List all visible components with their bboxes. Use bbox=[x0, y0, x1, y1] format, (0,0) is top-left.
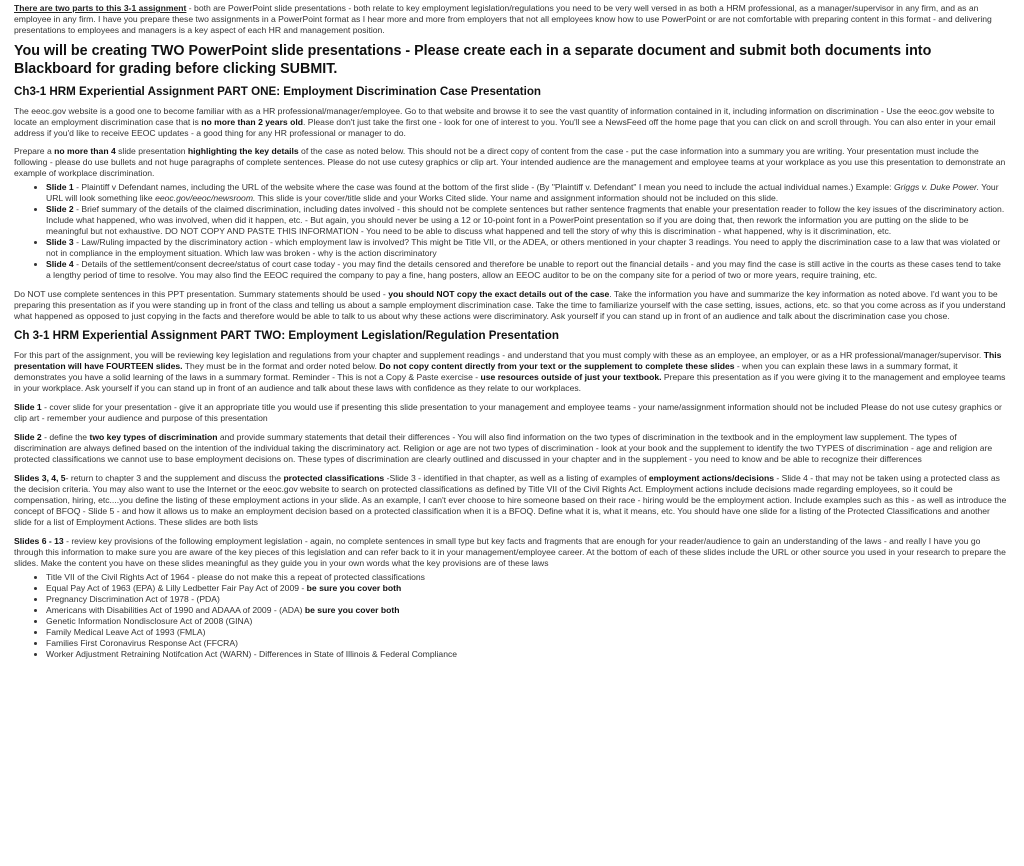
text: . Please don't just take the first one - look for one of interest to you. You'll see a NewsFeed off the home page that you can click on and scroll through. You can also enter in your email address if you'd like to receive EEOC updates - a good thing for any HR professional or manager to do. bbox=[14, 117, 996, 138]
part-one-heading: Ch3-1 HRM Experiential Assignment PART ONE: Employment Discrimination Case Presentation bbox=[14, 85, 541, 98]
law-item bbox=[46, 627, 1008, 638]
text: - return to chapter 3 and the supplement and discuss the bbox=[65, 473, 284, 483]
text: - cover slide for your presentation - give it an appropriate title you would use if presenting this slide presentation to your management and employee teams - your name/assignment information should not be included Please do not use cutesy graphics or clip art - remember your audience and purpose of this presentation bbox=[14, 402, 1002, 423]
law-item bbox=[46, 649, 1008, 660]
slide-label: Slide 1 bbox=[14, 402, 42, 412]
emphasis: be sure you cover both bbox=[304, 605, 400, 615]
intro-text: - both are PowerPoint slide presentations - both relate to key employment legislation/regulations you need to be very well versed in as both a HRM professional, as a manager/supervisor in any firm, and as an employee in any firm. I have you prepare these two assignments in a PowerPoint format as I hear more and more from employers that not all employees know how to use PowerPoint or are not comfortable with preparing content in this format - and delivering presentations to employees and managers is a key aspect of each HR and management position. bbox=[14, 3, 992, 35]
slide-item bbox=[46, 182, 1008, 204]
emphasis: highlighting the key details bbox=[187, 146, 299, 156]
law-text: Title VII of the Civil Rights Act of 1964 - please do not make this a repeat of protected classifications bbox=[46, 572, 425, 582]
law-item bbox=[46, 583, 1008, 594]
slide-2-paragraph bbox=[14, 432, 1008, 465]
legislation-list bbox=[14, 572, 1008, 660]
text: and provide summary statements that detail their differences - You will also find information on the two types of discrimination in the textbook and in the employment law supplement. The types of discrimination are always defined based on the intention of the individual taking the discriminatory act. Religion or age are not two types of discrimination - look at your book and the supplement to identify the two TYPES of discrimination - age and religion are protected classifications we cannot use to base employment decisions on. These types of discrimination are clearly outlined and discussed in your chapter and in the supplement - you need to know and be able to recognize their differences bbox=[14, 432, 993, 464]
slide-label: Slide 1 bbox=[46, 182, 74, 192]
slide-item bbox=[46, 259, 1008, 281]
example-url: eeoc.gov/eeoc/newsroom. bbox=[155, 193, 256, 203]
slide-label: Slides 6 - 13 bbox=[14, 536, 64, 546]
emphasis: employment actions/decisions bbox=[648, 473, 774, 483]
slide-label: Slides 3, 4, 5 bbox=[14, 473, 66, 483]
example-case: Griggs v. Duke Power. bbox=[893, 182, 979, 192]
slides-3-5-paragraph bbox=[14, 473, 1008, 528]
law-text: Worker Adjustment Retraining Notifcation Act (WARN) - Differences in State of Illinois & Federal Compliance bbox=[46, 649, 458, 659]
emphasis: be sure you cover both bbox=[306, 583, 402, 593]
law-text: Families First Coronavirus Response Act (FFCRA) bbox=[46, 638, 238, 648]
text: - Slide 4 - that may not be taken using a protected class as the decision criteria. You may also want to use the Internet or the eeoc.gov website to search on protected classifications as defined by Title VII of the Civil Rights Act. Employment actions include decisions made regarding employees, so it could be compensation, hiring, etc....you define the listing of these employment actions in your slide. As an example, I can't ever choose to hire someone based on their race - hiring would be the employment action. Include examples such as this - as well as introduce the concept of BFOQ - Slide 5 - and how it allows us to make an employment decision based on a protected classification when it is a BFOQ. Define what it is, what it means, etc. You should have one slide for a listing of the Protected Classifications and another slide for a list of Employment Actions. These slides are both lists bbox=[14, 473, 1007, 527]
slide-label: Slide 2 bbox=[46, 204, 74, 214]
emphasis: you should NOT copy the exact details out of the case bbox=[388, 289, 610, 299]
text: - Details of the settlement/consent decree/status of court case today - you may find the details censored and therefore be unable to report out the financial details - and you may find the case is still active in the courts as these cases tend to take a lengthy period of time to resolve. You may also find the EEOC required the company to pay a fine, hang posters, allow an EEOC auditor to be on the company site for a period of two or more years, require training, etc. bbox=[46, 259, 1001, 280]
text: of the case as noted below. This should not be a direct copy of content from the case - put the case information into a summary you are writing. Your presentation must include the following - please do use bullets and not huge paragraphs of complete sentences. Please do not use cutesy graphics or clip art. Your intended audience are the management and employee teams at your workplace as you use this presentation to demonstrate an example of workplace discrimination. bbox=[14, 146, 1006, 178]
slides-6-13-paragraph bbox=[14, 536, 1008, 569]
law-item bbox=[46, 605, 1008, 616]
law-text: Equal Pay Act of 1963 (EPA) & Lilly Ledbetter Fair Pay Act of 2009 - bbox=[46, 583, 307, 593]
law-item bbox=[46, 616, 1008, 627]
emphasis: use resources outside of just your textbook. bbox=[480, 372, 662, 382]
part-one-paragraph-2 bbox=[14, 146, 1008, 179]
main-heading: You will be creating TWO PowerPoint slide presentations - Please create each in a separate document and submit both documents into Blackboard for grading before clicking SUBMIT. bbox=[14, 43, 932, 77]
slide-label: Slide 2 bbox=[14, 432, 42, 442]
text: - review key provisions of the following employment legislation - again, no complete sentences in small type but key facts and fragments that are enough for your reader/audience to gain an understanding of the laws - and really I have you go through this information to make sure you are aware of the key pieces of this legislation and can refer back to it in your management/employee career. At the bottom of each of these slides include the URL or other source you used in your research to prepare the slides. Make the content you have on these slides meaningful as they guide you in your own words what the key provisions are of these laws bbox=[14, 536, 1006, 568]
slide-item bbox=[46, 237, 1008, 259]
slide-item bbox=[46, 204, 1008, 237]
text: For this part of the assignment, you will be reviewing key legislation and regulations from your chapter and supplement readings - and understand that you must comply with these as an employee, an employer, or as a HR professional/manager/supervisor. bbox=[14, 350, 984, 360]
slide-label: Slide 3 bbox=[46, 237, 74, 247]
emphasis: no more than 4 bbox=[54, 146, 116, 156]
text: - Plaintiff v Defendant names, including the URL of the website where the case was found at the bottom of the first slide - (By "Plaintiff v. Defendant" I mean you need to include the actual individual names.) Example: bbox=[73, 182, 894, 192]
emphasis: Do not copy content directly from your text or the supplement to complete these slides bbox=[379, 361, 735, 371]
emphasis: two key types of discrimination bbox=[89, 432, 218, 442]
part-two-paragraph-1 bbox=[14, 350, 1008, 394]
text: Prepare this presentation as if you were giving it to the management and employee teams in your workplace. Ask yourself if you can stand up in front of an audience and talk about these laws with confidence as they relate to our workplaces. bbox=[14, 372, 1006, 393]
text: Prepare a bbox=[14, 146, 55, 156]
assignment-parts-link[interactable]: There are two parts to this 3-1 assignment bbox=[14, 3, 187, 13]
law-text: Family Medical Leave Act of 1993 (FMLA) bbox=[46, 627, 206, 637]
emphasis: no more than 2 years old bbox=[201, 117, 303, 127]
text: The eeoc.gov website is a good one to become familiar with as a HR professional/manager/employee. Go to that website and browse it to see the vast quantity of information contained in it, including information on discrimination - Use the eeoc.gov website to locate an employment discrimination case that is bbox=[14, 106, 995, 127]
text: - define the bbox=[41, 432, 90, 442]
law-item bbox=[46, 594, 1008, 605]
part-one-slide-list bbox=[14, 182, 1008, 281]
text: slide presentation bbox=[115, 146, 188, 156]
law-text: Pregnancy Discrimination Act of 1978 - (PDA) bbox=[46, 594, 220, 604]
slide-1-paragraph bbox=[14, 402, 1008, 424]
intro-paragraph bbox=[14, 0, 1008, 36]
text: They must be in the format and order noted below. bbox=[182, 361, 380, 371]
part-one-paragraph-3 bbox=[14, 289, 1008, 322]
text: - Brief summary of the details of the claimed discrimination, including dates involved - this should not be complete sentences but rather sentence fragments that enable your presentation reader to follow the key issues of the discriminatory action. Include what happened, who was involved, when did it happen, etc. - But again, you should never be using a 12 or 10-point font in a PowerPoint presentation so if you are doing that, then rework the information you are putting on the slide to be meaningful but not exhaustive. DO NOT COPY AND PASTE THIS INFORMATION - You need to be able to discuss what happened and tell the story of why this is discrimination - what happened, why is it discrimination, etc. bbox=[46, 204, 1005, 236]
law-item bbox=[46, 572, 1008, 583]
emphasis: protected classifications bbox=[283, 473, 385, 483]
emphasis: This presentation will have FOURTEEN slides. bbox=[14, 350, 1002, 371]
text: Your URL will look something like bbox=[46, 182, 999, 203]
law-item bbox=[46, 638, 1008, 649]
law-text: Genetic Information Nondisclosure Act of 2008 (GINA) bbox=[46, 616, 253, 626]
slide-label: Slide 4 bbox=[46, 259, 74, 269]
text: -Slide 3 - identified in that chapter, as well as a listing of examples of bbox=[384, 473, 649, 483]
law-text: Americans with Disabilities Act of 1990 and ADAAA of 2009 - (ADA) bbox=[46, 605, 305, 615]
text: . Take the information you have and summarize the key information as noted above. I'd want you to be preparing this presentation as if you were standing up in front of the class and telling us about a sample employment discrimination case. Take the time to familiarize yourself with the case setting, issues, actions, etc. so that you come across as if you understand what happened as opposed to just copying in the facts and therefore would be able to talk to us about why these actions were discriminatory. Ask yourself if you can stand up in front of an audience and talk about the discrimination case you chose. bbox=[14, 289, 1006, 321]
text: This slide is your cover/title slide and your Works Cited slide. Your name and assignment information should not be included on this slide. bbox=[255, 193, 779, 203]
text: Do NOT use complete sentences in this PPT presentation. Summary statements should be used - bbox=[14, 289, 389, 299]
part-two-heading: Ch 3-1 HRM Experiential Assignment PART TWO: Employment Legislation/Regulation Presentation bbox=[14, 329, 559, 342]
part-one-paragraph-1 bbox=[14, 106, 1008, 139]
text: - when you can explain these laws in a summary format, it demonstrates you have a solid learning of the laws in a summary format. Reminder - This is not a Copy & Paste exercise - bbox=[14, 361, 958, 382]
text: - Law/Ruling impacted by the discriminatory action - which employment law is involved? This might be Title VII, or the ADEA, or others mentioned in your chapter 3 readings. You need to apply the discrimination case to a law that was violated or not in compliance in the employment situation. Which law was broken - why is the action discriminatory bbox=[46, 237, 1001, 258]
